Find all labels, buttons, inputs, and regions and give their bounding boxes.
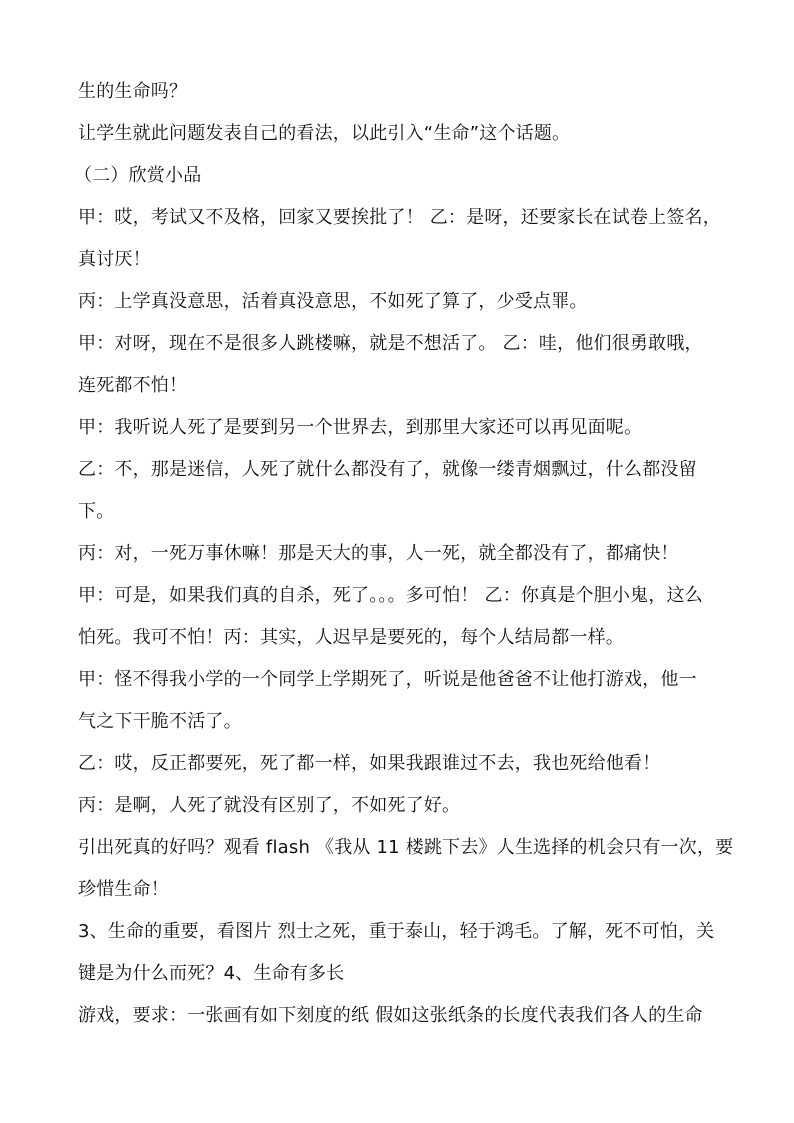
text-line: 甲：怪不得我小学的一个同学上学期死了，听说是他爸爸不让他打游戏，他一	[78, 669, 697, 690]
section-heading: （二）欣赏小品	[74, 165, 202, 186]
text-line: 气之下干脆不活了。	[78, 711, 242, 732]
text-line: 乙：哎，反正都要死，死了都一样，如果我跟谁过不去，我也死给他看！	[78, 753, 661, 774]
text-line: 怕死。我可不怕！丙：其实，人迟早是要死的，每个人结局都一样。	[78, 627, 624, 648]
text-line: 甲：哎，考试又不及格，回家又要挨批了！ 乙：是呀，还要家长在试卷上签名，	[78, 207, 721, 228]
text-line: 丙：是啊，人死了就没有区别了，不如死了好。	[78, 795, 461, 816]
text-line: 乙：不，那是迷信，人死了就什么都没有了，就像一缕青烟飘过，什么都没留	[78, 459, 697, 480]
text-line: 连死都不怕！	[78, 375, 188, 396]
text-line: 甲：对呀，现在不是很多人跳楼嘛，就是不想活了。 乙：哇，他们很勇敢哦，	[78, 333, 703, 354]
text-line: 3、生命的重要，看图片 烈士之死，重于泰山，轻于鸿毛。了解，死不可怕，关	[78, 921, 715, 942]
text-line: 真讨厌！	[78, 249, 151, 270]
document-body	[74, 81, 734, 1048]
text-line: 下。	[78, 501, 115, 522]
text-line: 生的生命吗？	[78, 81, 188, 102]
text-line: 让学生就此问题发表自己的看法，以此引入“生命”这个话题。	[78, 123, 571, 144]
text-line: 丙：上学真没意思，活着真没意思，不如死了算了，少受点罪。	[78, 291, 588, 312]
text-line: 甲：我听说人死了是要到另一个世界去，到那里大家还可以再见面呢。	[78, 417, 643, 438]
text-line: 甲：可是，如果我们真的自杀，死了。。。多可怕！ 乙：你真是个胆小鬼，这么	[78, 585, 703, 606]
text-line: 引出死真的好吗？观看 flash 《我从 11 楼跳下去》人生选择的机会只有一次，要	[78, 837, 734, 858]
text-line: 丙：对，一死万事休嘛！那是天大的事，人一死，就全都没有了，都痛快！	[78, 543, 679, 564]
text-line: 键是为什么而死？4、生命有多长	[78, 963, 345, 984]
text-line: 游戏，要求：一张画有如下刻度的纸 假如这张纸条的长度代表我们各人的生命	[78, 1005, 703, 1026]
text-line: 珍惜生命！	[78, 879, 169, 900]
